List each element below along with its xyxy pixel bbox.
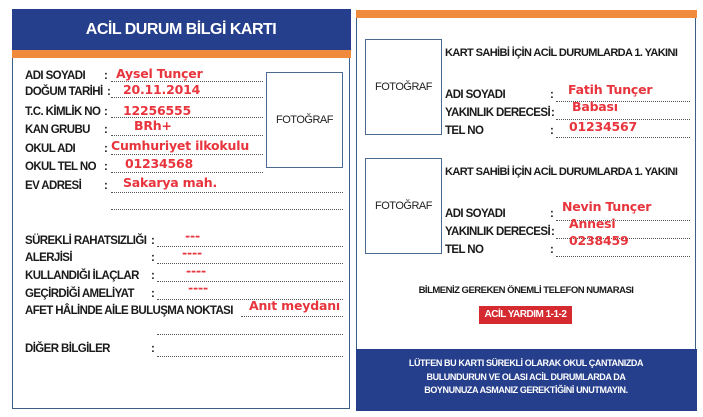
relative-1-section-title: KART SAHİBİ İÇİN ACİL DURUMLARDA 1. YAKINI (445, 47, 678, 59)
value-blood-type[interactable]: BRh+ (134, 118, 172, 133)
colon: : (151, 252, 155, 264)
field-line (157, 263, 343, 264)
label-school-phone: OKUL TEL NO (25, 161, 96, 173)
colon: : (151, 270, 155, 282)
photo-label: FOTOĞRAF (375, 200, 432, 212)
colon: : (550, 125, 554, 137)
field-line (111, 135, 263, 136)
emergency-info-card-front (12, 9, 350, 409)
relative-1-label-name: ADI SOYADI (445, 89, 506, 101)
orange-stripe (356, 10, 697, 18)
value-meeting-point[interactable]: Anıt meydanı (249, 298, 341, 313)
value-birthdate[interactable]: 20.11.2014 (123, 82, 201, 97)
value-allergies[interactable]: ---- (182, 245, 202, 260)
relative-1-value-name[interactable]: Fatih Tunçer (568, 82, 653, 97)
label-surgeries: GEÇİRDİĞİ AMELİYAT (25, 288, 134, 300)
card-title: ACİL DURUM BİLGİ KARTI (12, 9, 351, 51)
relative-2-label-relation: YAKINLIK DERECESİ (445, 226, 551, 238)
field-line (111, 192, 343, 193)
value-home-address[interactable]: Sakarya mah. (123, 175, 217, 190)
field-line-extra (157, 334, 343, 335)
colon: : (151, 235, 155, 247)
field-line (241, 316, 343, 317)
relative-1-value-phone[interactable]: 01234567 (569, 119, 637, 134)
field-line (111, 172, 263, 173)
relative-1-label-phone: TEL NO (445, 125, 484, 137)
important-number-title: BİLMENİZ GEREKEN ÖNEMLİ TELEFON NUMARASI (418, 285, 634, 296)
label-meeting-point: AFET HÂLİNDE AİLE BULUŞMA NOKTASI (25, 305, 233, 317)
relative-2-label-name: ADI SOYADI (445, 208, 506, 220)
footer-line-1: LÜTFEN BU KARTI SÜREKLİ OLARAK OKUL ÇANTANIZDA (408, 358, 644, 368)
field-line-extra (111, 209, 343, 210)
value-surgeries[interactable]: ---- (188, 280, 208, 295)
field-line (556, 256, 690, 257)
colon: : (104, 70, 108, 82)
footer-line-2: BULUNDURUN VE OLASI ACİL DURUMLARDA DA (426, 371, 626, 382)
relative-1-photo-placeholder (365, 39, 442, 135)
label-id-number: T.C. KİMLİK NO (25, 106, 101, 118)
value-medications[interactable]: ---- (186, 263, 206, 278)
relative-2-value-name[interactable]: Nevin Tunçer (562, 199, 652, 214)
label-chronic-illness: SÜREKLİ RAHATSIZLIĞI (25, 235, 147, 247)
colon: : (151, 288, 155, 300)
colon: : (104, 180, 108, 192)
relative-2-label-phone: TEL NO (445, 244, 484, 256)
relative-2-value-phone[interactable]: 0238459 (569, 233, 629, 248)
photo-label: FOTOĞRAF (276, 114, 333, 126)
label-birthdate: DOĞUM TARİHİ (25, 86, 103, 98)
colon: : (107, 86, 111, 98)
field-line (111, 154, 263, 155)
field-line (111, 97, 263, 98)
label-name: ADI SOYADI (25, 70, 86, 82)
colon: : (104, 124, 108, 136)
label-other-info: DİĞER BİLGİLER (25, 343, 110, 355)
orange-stripe (12, 50, 351, 58)
colon: : (550, 89, 554, 101)
colon: : (104, 161, 108, 173)
relative-1-label-relation: YAKINLIK DERECESİ (445, 107, 551, 119)
field-line (157, 281, 343, 282)
value-chronic-illness[interactable]: --- (185, 228, 200, 243)
colon: : (151, 343, 155, 355)
colon: : (551, 107, 555, 119)
label-allergies: ALERJİSİ (25, 252, 72, 264)
colon: : (550, 208, 554, 220)
colon: : (104, 106, 108, 118)
value-school-phone[interactable]: 01234568 (125, 156, 193, 171)
field-line (157, 356, 343, 357)
colon: : (104, 143, 108, 155)
field-line (556, 137, 690, 138)
value-school-name[interactable]: Cumhuriyet ilkokulu (111, 138, 250, 153)
label-home-address: EV ADRESİ (25, 180, 82, 192)
relative-2-section-title: KART SAHİBİ İÇİN ACİL DURUMLARDA 1. YAKINI (445, 166, 678, 178)
label-medications: KULLANDIĞI İLAÇLAR (25, 270, 139, 282)
photo-label: FOTOĞRAF (375, 81, 432, 93)
relative-2-value-relation[interactable]: Annesi (569, 216, 616, 231)
relative-2-photo-placeholder (365, 158, 442, 254)
footer-line-3: BOYNUNUZA ASMANIZ GEREKTİĞİNİ UNUTMAYIN. (424, 385, 628, 395)
footer-notice (356, 349, 697, 411)
label-blood-type: KAN GRUBU (25, 124, 90, 136)
emergency-info-card-back (356, 10, 696, 409)
colon: : (551, 226, 555, 238)
colon: : (550, 244, 554, 256)
photo-placeholder (266, 72, 343, 168)
relative-1-value-relation[interactable]: Babası (572, 99, 618, 114)
label-school-name: OKUL ADI (25, 143, 76, 155)
value-name[interactable]: Aysel Tunçer (116, 66, 203, 81)
emergency-number-badge: ACİL YARDIM 1-1-2 (479, 306, 572, 324)
value-id-number[interactable]: 12256555 (123, 103, 191, 118)
